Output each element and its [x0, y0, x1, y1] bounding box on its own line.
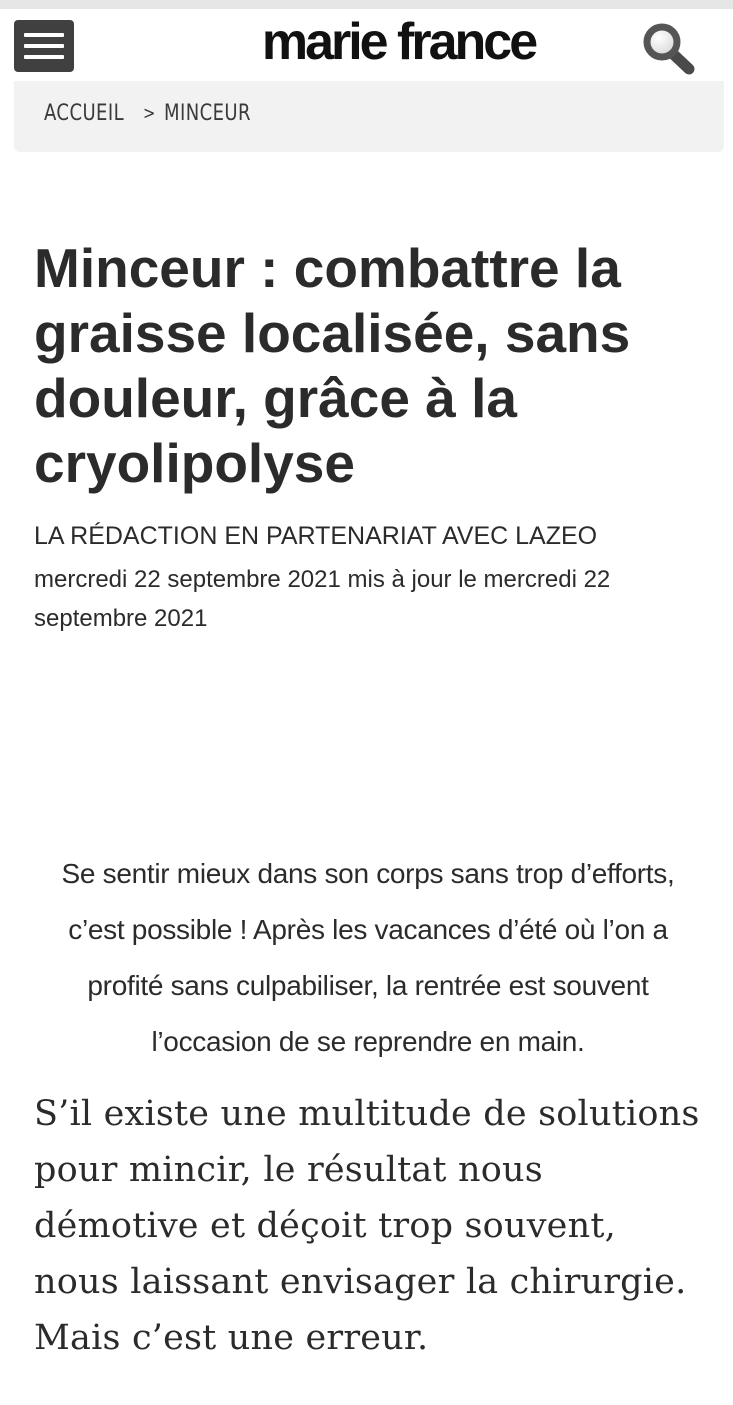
article-body-paragraph: S’il existe une multitude de solutions pour mincir, le résultat nous démotive et déçoit trop souvent, nous laissant envisager la chirurgie. Mais c’est une erreur.	[34, 1094, 700, 1358]
site-header	[0, 9, 733, 81]
breadcrumb-home-link[interactable]: ACCUEIL	[44, 101, 125, 126]
search-button[interactable]	[640, 21, 696, 75]
browser-top-strip	[0, 0, 733, 9]
site-logo[interactable]: marie france	[261, 13, 536, 71]
article-byline[interactable]: LA RÉDACTION EN PARTENARIAT AVEC LAZEO	[34, 522, 598, 550]
article-lead: Se sentir mieux dans son corps sans trop d’efforts, c’est possible ! Après les vacances d’été où l’on a profité sans culpabiliser, la rentrée est souvent l’occasion de se reprendre en main.	[61, 858, 675, 1057]
search-icon	[640, 21, 696, 75]
breadcrumb-separator: >	[143, 103, 156, 124]
menu-button[interactable]	[14, 20, 74, 72]
breadcrumb-current-link[interactable]: MINCEUR	[164, 101, 251, 126]
article-dates: mercredi 22 septembre 2021 mis à jour le mercredi 22 septembre 2021	[34, 566, 611, 632]
article-title: Minceur : combattre la graisse localisée, sans douleur, grâce à la cryolipolyse	[34, 237, 631, 494]
breadcrumb	[14, 81, 724, 152]
